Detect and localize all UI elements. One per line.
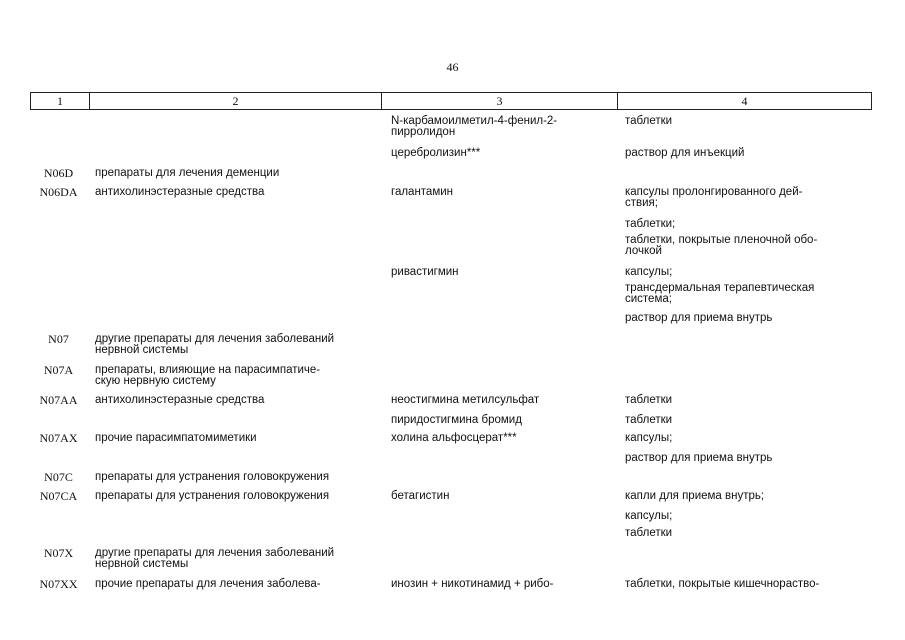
table-row [30, 395, 872, 415]
cell-text-line: N07AA [39, 393, 78, 407]
dosage-form-cell [623, 395, 872, 406]
dosage-form-cell [623, 187, 872, 209]
cell-text-line: антихолинэстеразные средства [95, 186, 265, 198]
table-row [30, 168, 872, 187]
cell-text-line: капсулы; [625, 432, 673, 444]
cell-text-line: таблетки [625, 394, 673, 406]
cell-text-line: раствор для приема внутрь [625, 312, 773, 324]
table-row [30, 334, 872, 365]
cell-text-line: таблетки, покрытые кишечнораство- [625, 578, 820, 590]
page-number: 46 [446, 60, 459, 74]
column-header-1: 1 [31, 93, 90, 109]
cell-text-line: антихолинэстеразные средства [95, 394, 265, 406]
cell-text-line: N07C [44, 470, 73, 484]
table-row [30, 511, 872, 528]
table-row [30, 219, 872, 235]
drug-name-cell [387, 415, 623, 426]
cell-text-line: N07X [43, 546, 74, 560]
table-row [30, 472, 872, 491]
table-row [30, 415, 872, 433]
cell-text-line: препараты для устранения головокружения [95, 471, 330, 483]
cell-text-line: другие препараты для лечения заболеваний [95, 333, 335, 345]
atc-code-cell [30, 365, 89, 376]
cell-text-line: скую нервную систему [95, 375, 216, 387]
dosage-form-cell [623, 235, 872, 257]
drug-name-cell [387, 395, 623, 406]
column-header-4: 4 [741, 94, 748, 108]
group-name-cell [89, 579, 387, 590]
table-row [30, 235, 872, 267]
cell-text-line: ривастигмин [391, 266, 459, 278]
group-name-cell [89, 491, 387, 502]
drug-name-cell [387, 267, 623, 278]
cell-text-line: N-карбамоилметил-4-фенил-2- [391, 115, 558, 127]
group-name-cell [89, 433, 387, 444]
dosage-form-cell [623, 313, 872, 324]
cell-text-line: N07AX [39, 431, 78, 445]
drug-name-cell [387, 187, 623, 198]
cell-text-line: таблетки; [625, 218, 676, 230]
atc-code-cell [30, 395, 89, 406]
atc-code-cell [30, 579, 89, 590]
group-name-cell [89, 472, 387, 483]
cell-text-line: N06D [43, 166, 74, 180]
dosage-form-cell [623, 528, 872, 539]
cell-text-line: церебролизин*** [391, 147, 481, 159]
dosage-form-cell [623, 511, 872, 522]
drug-name-cell [387, 116, 623, 138]
cell-text-line: система; [625, 293, 672, 305]
table-row [30, 148, 872, 168]
table-row [30, 116, 872, 148]
cell-text-line: лочкой [625, 245, 662, 257]
drug-name-cell [387, 433, 623, 444]
cell-text-line: капли для приема внутрь; [625, 490, 765, 502]
group-name-cell [89, 395, 387, 406]
cell-text-line: таблетки [625, 527, 673, 539]
atc-code-cell [30, 472, 89, 483]
dosage-form-cell [623, 148, 872, 159]
dosage-form-cell [623, 453, 872, 464]
table-row [30, 491, 872, 511]
column-header-3: 3 [382, 93, 618, 109]
cell-text-line: ствия; [625, 197, 658, 209]
dosage-form-cell [623, 116, 872, 127]
cell-text-line: другие препараты для лечения заболеваний [95, 547, 335, 559]
cell-text-line: N06DA [39, 185, 78, 199]
cell-text-line: бетагистин [391, 490, 450, 502]
cell-text-line: N07XX [39, 577, 78, 591]
cell-text-line: капсулы; [625, 510, 673, 522]
atc-code-cell [30, 548, 89, 559]
column-header-2: 2 [90, 93, 382, 109]
dosage-form-cell [623, 283, 872, 305]
cell-text-line: неостигмина метилсульфат [391, 394, 540, 406]
atc-code-cell [30, 334, 89, 345]
cell-text-line: таблетки [625, 414, 673, 426]
group-name-cell [89, 334, 387, 356]
drug-name-cell [387, 148, 623, 159]
table-row [30, 433, 872, 453]
group-name-cell [89, 187, 387, 198]
cell-text-line: N07 [48, 332, 69, 346]
group-name-cell [89, 168, 387, 179]
dosage-form-cell [623, 267, 872, 278]
table-header [30, 92, 872, 110]
table-row [30, 579, 872, 601]
table-row [30, 313, 872, 334]
cell-text-line: препараты для лечения деменции [95, 167, 280, 179]
cell-text-line: препараты, влияющие на парасимпатиче- [95, 364, 321, 376]
dosage-form-cell [623, 579, 872, 590]
group-name-cell [89, 548, 387, 570]
table-row [30, 187, 872, 219]
cell-text-line: нервной системы [95, 344, 189, 356]
table-row [30, 548, 872, 579]
cell-text-line: трансдермальная терапевтическая [625, 282, 815, 294]
cell-text-line: нервной системы [95, 558, 189, 570]
atc-code-cell [30, 433, 89, 444]
drug-name-cell [387, 579, 623, 590]
cell-text-line: N07A [43, 363, 74, 377]
table-row [30, 453, 872, 472]
dosage-form-cell [623, 219, 872, 230]
table-row [30, 283, 872, 313]
dosage-form-cell [623, 415, 872, 426]
dosage-form-cell [623, 491, 872, 502]
table-row [30, 528, 872, 548]
cell-text-line: препараты для устранения головокружения [95, 490, 330, 502]
dosage-form-cell [623, 433, 872, 444]
cell-text-line: таблетки [625, 115, 673, 127]
table-row [30, 267, 872, 283]
cell-text-line: пиридостигмина бромид [391, 414, 522, 426]
cell-text-line: капсулы пролонгированного дей- [625, 186, 803, 198]
cell-text-line: N07CA [39, 489, 78, 503]
atc-code-cell [30, 187, 89, 198]
group-name-cell [89, 365, 387, 387]
cell-text-line: галантамин [391, 186, 454, 198]
cell-text-line: прочие парасимпатомиметики [95, 432, 257, 444]
drug-name-cell [387, 491, 623, 502]
cell-text-line: таблетки, покрытые пленочной обо- [625, 234, 818, 246]
cell-text-line: раствор для приема внутрь [625, 452, 773, 464]
cell-text-line: холина альфосцерат*** [391, 432, 517, 444]
atc-code-cell [30, 491, 89, 502]
cell-text-line: пирролидон [391, 126, 456, 138]
cell-text-line: прочие препараты для лечения заболева- [95, 578, 321, 590]
table-row [30, 365, 872, 395]
table-body [30, 116, 872, 601]
cell-text-line: раствор для инъекций [625, 147, 745, 159]
cell-text-line: инозин + никотинамид + рибо- [391, 578, 554, 590]
atc-code-cell [30, 168, 89, 179]
cell-text-line: капсулы; [625, 266, 673, 278]
